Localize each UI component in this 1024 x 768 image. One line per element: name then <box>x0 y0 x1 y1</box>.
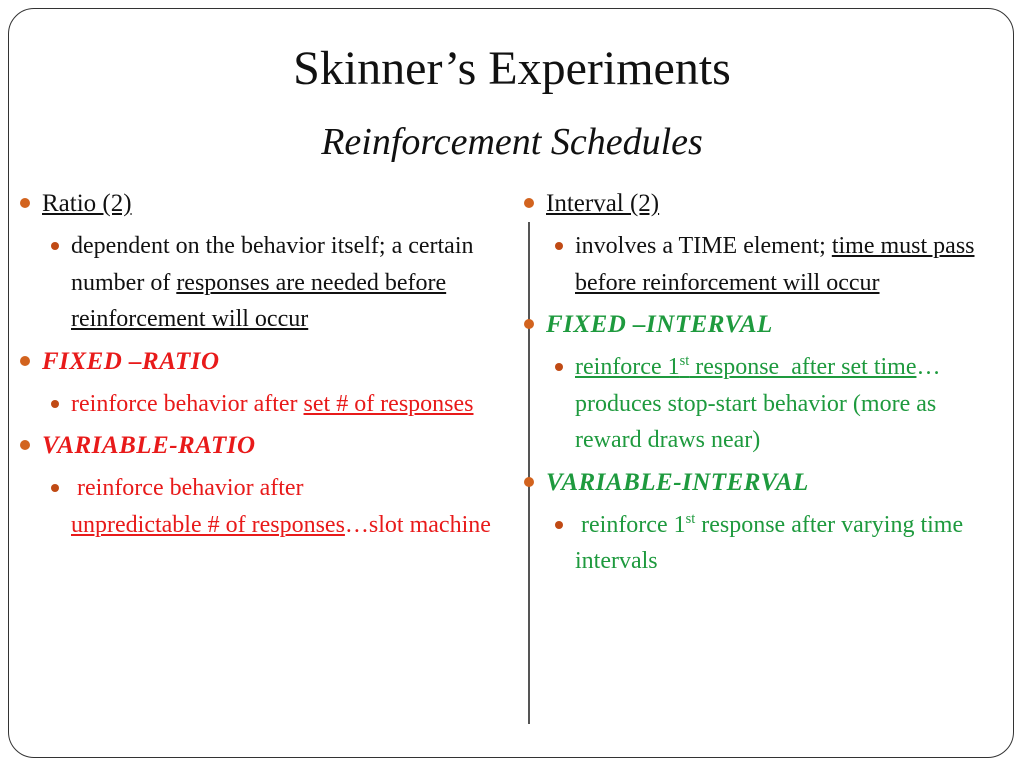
bullet-variable-interval <box>518 465 998 501</box>
slide-subtitle: Reinforcement Schedules <box>321 121 703 163</box>
bullet-fixed-ratio-desc <box>14 386 509 423</box>
bullet-dot <box>524 319 534 329</box>
bullet-dot <box>555 242 563 250</box>
interval-desc-underlined: time must pass before reinforcement will occur <box>575 233 975 296</box>
bullet-fixed-ratio <box>14 344 509 380</box>
bullet-dot <box>555 521 563 529</box>
fixed-ratio-underlined: set # of responses <box>303 390 474 417</box>
bullet-dot <box>20 356 30 366</box>
fixed-ratio-text: reinforce behavior after <box>71 390 304 417</box>
bullet-fixed-interval-desc <box>518 349 998 459</box>
fixed-interval-sup: st <box>679 353 690 369</box>
variable-ratio-tail: …slot machine <box>344 511 491 538</box>
right-column <box>518 186 998 586</box>
bullet-ratio <box>14 186 509 222</box>
variable-ratio-underlined: unpredictable # of responses <box>71 511 345 538</box>
bullet-dot <box>555 363 563 371</box>
bullet-dot <box>20 198 30 208</box>
ratio-heading: Ratio (2) <box>42 190 132 217</box>
bullet-interval-desc <box>518 228 998 301</box>
variable-ratio-heading: VARIABLE-RATIO <box>42 432 256 459</box>
bullet-variable-interval-desc <box>518 507 998 580</box>
variable-interval-tail: response after varying time intervals <box>575 511 964 574</box>
fixed-interval-text-2: response after set time <box>689 354 917 380</box>
bullet-dot <box>51 484 59 492</box>
interval-desc-text: involves a TIME element; <box>575 233 832 259</box>
fixed-interval-underlined <box>575 354 916 380</box>
interval-heading: Interval (2) <box>546 190 660 217</box>
bullet-variable-ratio <box>14 428 509 464</box>
bullet-dot <box>51 400 59 408</box>
fixed-interval-text-1: reinforce 1 <box>575 354 680 380</box>
bullet-dot <box>524 477 534 487</box>
ratio-desc-text: dependent on the behavior itself; a certain number of <box>71 233 474 296</box>
bullet-fixed-interval <box>518 307 998 343</box>
fixed-interval-heading: FIXED –INTERVAL <box>546 311 773 338</box>
bullet-ratio-desc <box>14 228 509 338</box>
ratio-desc-underlined: responses are needed before reinforcement will occur <box>71 269 447 332</box>
variable-ratio-text: reinforce behavior after <box>71 475 310 501</box>
bullet-variable-ratio-desc <box>14 470 509 543</box>
left-column <box>14 186 509 549</box>
bullet-interval <box>518 186 998 222</box>
bullet-dot <box>20 440 30 450</box>
fixed-ratio-heading: FIXED –RATIO <box>42 347 220 375</box>
variable-interval-text: reinforce 1 <box>575 511 686 538</box>
bullet-dot <box>51 242 59 250</box>
slide-title: Skinner’s Experiments <box>293 42 731 95</box>
fixed-interval-tail: …produces stop-start behavior (more as reward draws near) <box>575 354 941 453</box>
variable-interval-sup: st <box>685 510 696 527</box>
bullet-dot <box>524 198 534 208</box>
variable-interval-heading: VARIABLE-INTERVAL <box>546 468 809 496</box>
